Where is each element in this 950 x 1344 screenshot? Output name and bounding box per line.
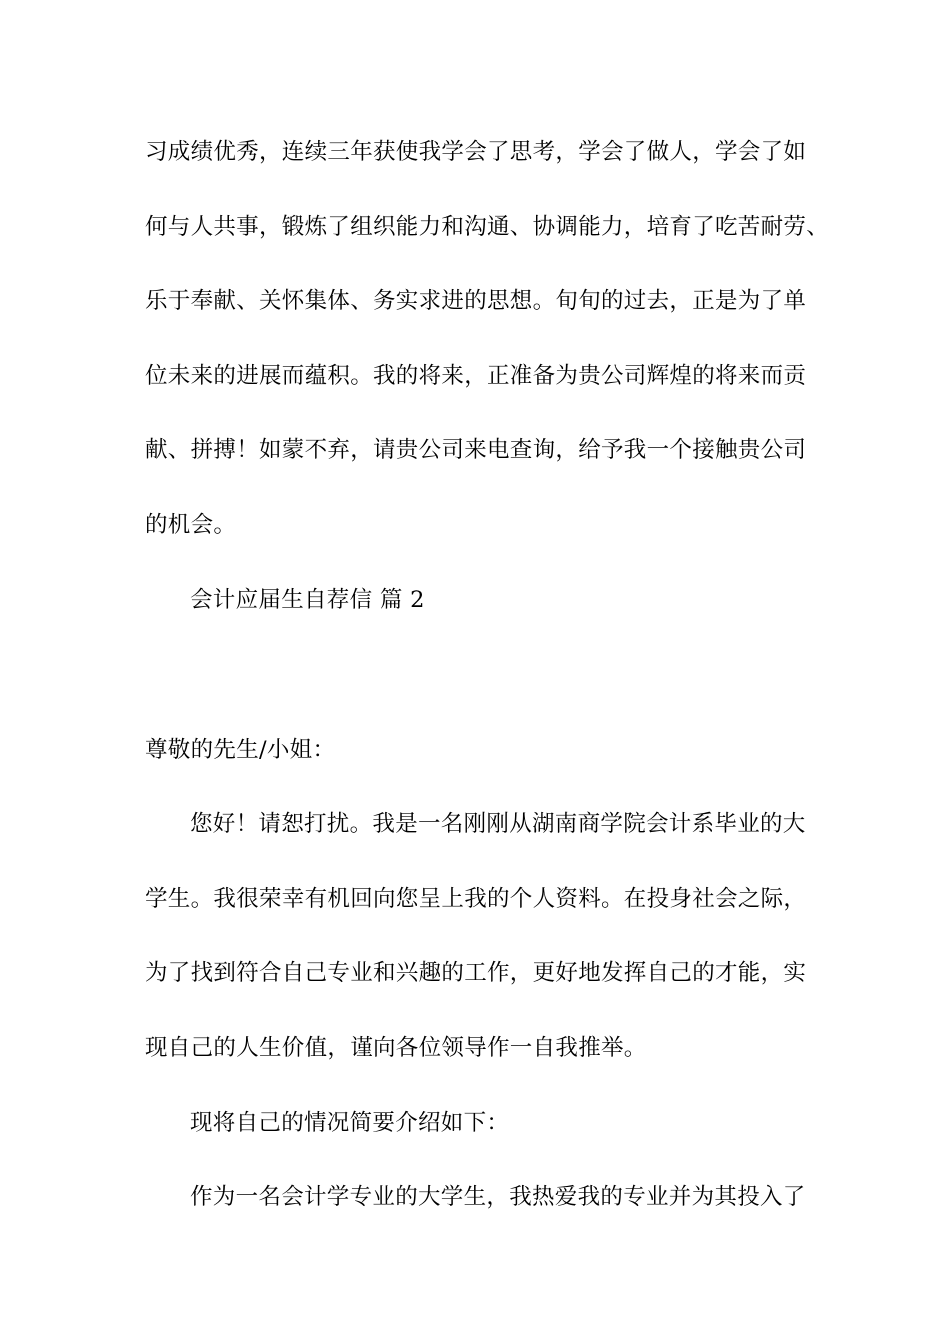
- body-text-line: 的机会。: [145, 512, 237, 538]
- body-text-line: 您好！请恕打扰。我是一名刚刚从湖南商学院会计系毕业的大: [190, 811, 806, 837]
- body-text-line: 位未来的进展而蕴积。我的将来，正准备为贵公司辉煌的将来而贡: [145, 363, 807, 389]
- salutation: 尊敬的先生/小姐：: [145, 737, 336, 763]
- body-text-line: 习成绩优秀，连续三年获使我学会了思考，学会了做人，学会了如: [145, 139, 807, 165]
- body-text-line: 现自己的人生价值，谨向各位领导作一自我推举。: [145, 1035, 647, 1061]
- body-text-line: 乐于奉献、关怀集体、务实求进的思想。旬旬的过去，正是为了单: [145, 288, 807, 314]
- body-text-line: 为了找到符合自己专业和兴趣的工作，更好地发挥自己的才能，实: [145, 960, 807, 986]
- body-text-line: 献、拼搏！如蒙不弃，请贵公司来电查询，给予我一个接触贵公司: [145, 437, 807, 463]
- body-text-line: 作为一名会计学专业的大学生，我热爱我的专业并为其投入了: [190, 1184, 806, 1210]
- section-title: 会计应届生自荐信 篇 2: [190, 587, 425, 613]
- body-text-line: 学生。我很荣幸有机回向您呈上我的个人资料。在投身社会之际，: [145, 886, 807, 912]
- body-text-line: 何与人共事，锻炼了组织能力和沟通、协调能力，培育了吃苦耐劳、: [145, 214, 830, 240]
- body-text-line: 现将自己的情况简要介绍如下：: [190, 1110, 510, 1136]
